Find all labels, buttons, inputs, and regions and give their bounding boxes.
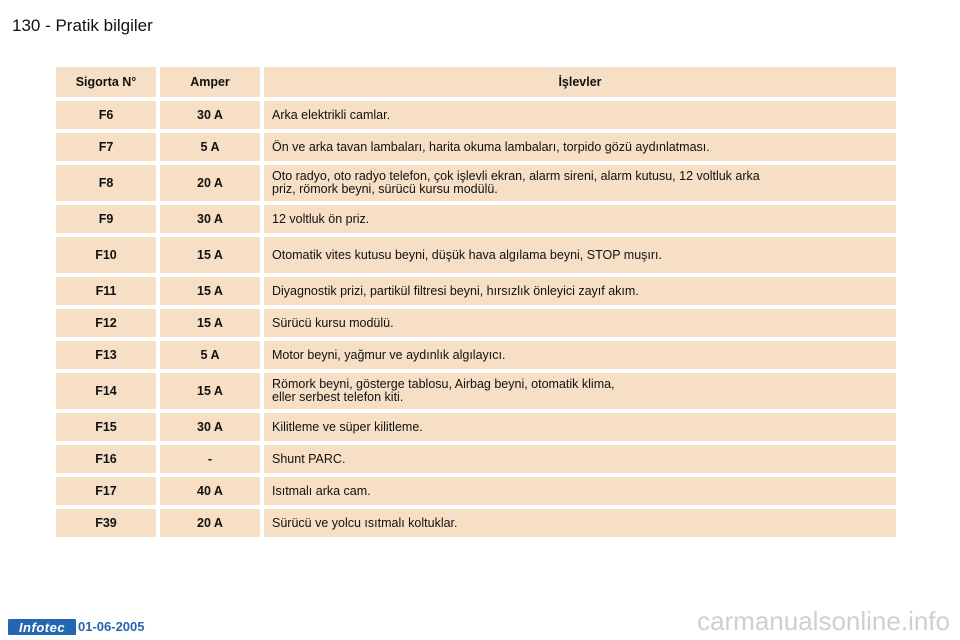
fuse-number-cell: F39 (56, 509, 156, 537)
fuse-table-body (56, 101, 896, 537)
table-row (56, 373, 896, 409)
function-cell: Isıtmalı arka cam. (264, 477, 896, 505)
table-row (56, 133, 896, 161)
function-cell: Motor beyni, yağmur ve aydınlık algılayıcı. (264, 341, 896, 369)
table-row (56, 413, 896, 441)
fuse-number-cell: F14 (56, 373, 156, 409)
amperage-cell: 5 A (160, 133, 260, 161)
page-title: 130 - Pratik bilgiler (12, 16, 153, 35)
fuse-number-cell: F10 (56, 237, 156, 273)
fuse-number-cell: F12 (56, 309, 156, 337)
function-cell: Römork beyni, gösterge tablosu, Airbag beyni, otomatik klima, eller serbest telefon kiti. (264, 373, 896, 409)
table-row (56, 237, 896, 273)
table-row (56, 341, 896, 369)
table-row (56, 277, 896, 305)
fuse-table (52, 63, 900, 541)
column-header-fuse-number: Sigorta N° (56, 67, 156, 97)
column-header-functions: İşlevler (264, 67, 896, 97)
table-row (56, 445, 896, 473)
function-cell: Diyagnostik prizi, partikül filtresi beyni, hırsızlık önleyici zayıf akım. (264, 277, 896, 305)
amperage-cell: 15 A (160, 309, 260, 337)
fuse-number-cell: F16 (56, 445, 156, 473)
amperage-cell: 15 A (160, 237, 260, 273)
amperage-cell: 15 A (160, 277, 260, 305)
amperage-cell: 30 A (160, 101, 260, 129)
amperage-cell: 20 A (160, 165, 260, 201)
fuse-number-cell: F17 (56, 477, 156, 505)
fuse-number-cell: F11 (56, 277, 156, 305)
fuse-number-cell: F9 (56, 205, 156, 233)
table-row (56, 309, 896, 337)
function-cell: 12 voltluk ön priz. (264, 205, 896, 233)
function-cell: Ön ve arka tavan lambaları, harita okuma lambaları, torpido gözü aydınlatması. (264, 133, 896, 161)
function-cell: Otomatik vites kutusu beyni, düşük hava algılama beyni, STOP muşırı. (264, 237, 896, 273)
watermark: carmanualsonline.info (697, 606, 950, 636)
table-row (56, 477, 896, 505)
function-cell: Oto radyo, oto radyo telefon, çok işlevli ekran, alarm sireni, alarm kutusu, 12 voltluk arka priz, römork beyni, sürücü kursu modülü. (264, 165, 896, 201)
fuse-number-cell: F6 (56, 101, 156, 129)
function-cell: Sürücü ve yolcu ısıtmalı koltuklar. (264, 509, 896, 537)
amperage-cell: 40 A (160, 477, 260, 505)
column-header-amperage: Amper (160, 67, 260, 97)
amperage-cell: 15 A (160, 373, 260, 409)
table-row (56, 165, 896, 201)
amperage-cell: 30 A (160, 205, 260, 233)
amperage-cell: - (160, 445, 260, 473)
table-row (56, 509, 896, 537)
fuse-number-cell: F15 (56, 413, 156, 441)
table-row (56, 205, 896, 233)
infotec-logo: Infotec (8, 619, 76, 635)
amperage-cell: 30 A (160, 413, 260, 441)
amperage-cell: 20 A (160, 509, 260, 537)
footer-date: 01-06-2005 (78, 619, 145, 634)
function-cell: Arka elektrikli camlar. (264, 101, 896, 129)
fuse-number-cell: F7 (56, 133, 156, 161)
table-row (56, 101, 896, 129)
amperage-cell: 5 A (160, 341, 260, 369)
fuse-number-cell: F8 (56, 165, 156, 201)
function-cell: Sürücü kursu modülü. (264, 309, 896, 337)
function-cell: Kilitleme ve süper kilitleme. (264, 413, 896, 441)
fuse-number-cell: F13 (56, 341, 156, 369)
table-header-row (56, 67, 896, 97)
function-cell: Shunt PARC. (264, 445, 896, 473)
